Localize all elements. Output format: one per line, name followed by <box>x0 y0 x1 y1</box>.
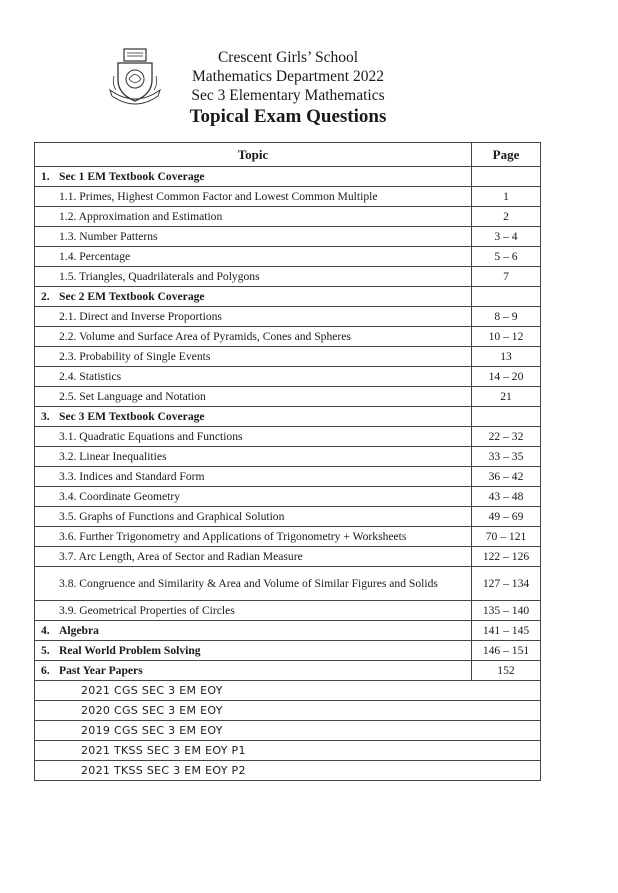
section-topic-cell <box>35 167 472 187</box>
topic-cell <box>35 187 472 207</box>
section-page-cell: 152 <box>472 661 541 681</box>
topic-cell <box>35 547 472 567</box>
topic-row <box>35 307 541 327</box>
topic-cell <box>35 327 472 347</box>
paper-row <box>35 721 541 741</box>
paper-cell: 2021 TKSS SEC 3 EM EOY P1 <box>35 741 541 761</box>
title-block <box>150 48 426 129</box>
section-title: Sec 3 EM Textbook Coverage <box>59 409 205 423</box>
page-column-header: Page <box>472 143 541 167</box>
section-topic-cell <box>35 641 472 661</box>
topic-row <box>35 547 541 567</box>
section-title: Algebra <box>59 623 99 637</box>
topic-page-cell: 14 – 20 <box>472 367 541 387</box>
topic-cell <box>35 601 472 621</box>
topic-label: 1.5. Triangles, Quadrilaterals and Polygons <box>59 269 260 283</box>
topic-page-cell: 36 – 42 <box>472 467 541 487</box>
topic-page-cell: 122 – 126 <box>472 547 541 567</box>
topic-row <box>35 567 541 601</box>
topic-row <box>35 387 541 407</box>
section-topic-cell <box>35 407 472 427</box>
school-name: Crescent Girls’ School <box>217 49 359 66</box>
topic-cell <box>35 347 472 367</box>
topic-cell <box>35 467 472 487</box>
topic-row <box>35 207 541 227</box>
topic-row <box>35 487 541 507</box>
section-row <box>35 167 541 187</box>
paper-row <box>35 741 541 761</box>
topic-page-cell: 13 <box>472 347 541 367</box>
section-row <box>35 621 541 641</box>
section-title: Past Year Papers <box>59 663 143 677</box>
topic-row <box>35 227 541 247</box>
topic-cell <box>35 367 472 387</box>
topic-row <box>35 347 541 367</box>
department-name: Mathematics Department 2022 <box>192 68 384 85</box>
topic-row <box>35 601 541 621</box>
section-topic-cell <box>35 621 472 641</box>
topic-label: 2.2. Volume and Surface Area of Pyramids, Cones and Spheres <box>59 329 351 343</box>
paper-row <box>35 701 541 721</box>
topic-row <box>35 327 541 347</box>
topic-cell <box>35 527 472 547</box>
paper-cell: 2020 CGS SEC 3 EM EOY <box>35 701 541 721</box>
section-page-cell <box>472 407 541 427</box>
topic-label: 3.4. Coordinate Geometry <box>59 489 181 503</box>
topic-row <box>35 447 541 467</box>
topic-page-cell: 127 – 134 <box>472 567 541 601</box>
topic-cell <box>35 227 472 247</box>
section-number: 6. <box>41 663 50 677</box>
topic-page-cell: 22 – 32 <box>472 427 541 447</box>
topic-label: 1.1. Primes, Highest Common Factor and Lowest Common Multiple <box>59 189 378 203</box>
topic-label: 1.2. Approximation and Estimation <box>59 209 223 223</box>
topic-row <box>35 467 541 487</box>
topic-row <box>35 527 541 547</box>
topic-cell <box>35 447 472 467</box>
topic-row <box>35 267 541 287</box>
topic-row <box>35 427 541 447</box>
section-number: 3. <box>41 409 50 423</box>
topic-cell <box>35 507 472 527</box>
topic-cell <box>35 427 472 447</box>
document-title: Topical Exam Questions <box>189 106 387 127</box>
topic-label: 1.3. Number Patterns <box>59 229 158 243</box>
topic-page-cell: 8 – 9 <box>472 307 541 327</box>
topic-page-cell: 10 – 12 <box>472 327 541 347</box>
paper-row <box>35 681 541 701</box>
topic-cell <box>35 387 472 407</box>
topic-label: 2.3. Probability of Single Events <box>59 349 211 363</box>
section-page-cell: 141 – 145 <box>472 621 541 641</box>
topic-cell <box>35 267 472 287</box>
topic-label: 2.1. Direct and Inverse Proportions <box>59 309 222 323</box>
topic-label: 2.5. Set Language and Notation <box>59 389 206 403</box>
topic-label: 3.1. Quadratic Equations and Functions <box>59 429 243 443</box>
section-row <box>35 407 541 427</box>
topic-label: 1.4. Percentage <box>59 249 131 263</box>
topic-page-cell: 2 <box>472 207 541 227</box>
contents-body <box>35 167 541 781</box>
topic-label: 3.9. Geometrical Properties of Circles <box>59 603 235 617</box>
topic-row <box>35 247 541 267</box>
topic-label: 3.7. Arc Length, Area of Sector and Radian Measure <box>59 549 303 563</box>
paper-cell: 2019 CGS SEC 3 EM EOY <box>35 721 541 741</box>
topic-page-cell: 43 – 48 <box>472 487 541 507</box>
topic-page-cell: 135 – 140 <box>472 601 541 621</box>
section-number: 1. <box>41 169 50 183</box>
topic-page-cell: 5 – 6 <box>472 247 541 267</box>
section-row <box>35 287 541 307</box>
paper-cell: 2021 TKSS SEC 3 EM EOY P2 <box>35 761 541 781</box>
section-topic-cell <box>35 661 472 681</box>
topic-label: 2.4. Statistics <box>59 369 122 383</box>
section-number: 5. <box>41 643 50 657</box>
section-title: Sec 2 EM Textbook Coverage <box>59 289 205 303</box>
topic-label: 3.3. Indices and Standard Form <box>59 469 205 483</box>
topic-page-cell: 49 – 69 <box>472 507 541 527</box>
topic-cell <box>35 307 472 327</box>
table-header-row <box>35 143 541 167</box>
section-row <box>35 641 541 661</box>
topic-label: 3.6. Further Trigonometry and Applications of Trigonometry + Worksheets <box>59 529 407 543</box>
topic-label: 3.8. Congruence and Similarity & Area and Volume of Similar Figures and Solids <box>59 576 438 590</box>
topic-label: 3.2. Linear Inequalities <box>59 449 167 463</box>
contents-table <box>34 142 541 781</box>
topic-page-cell: 33 – 35 <box>472 447 541 467</box>
topic-row <box>35 187 541 207</box>
topic-cell <box>35 207 472 227</box>
topic-cell <box>35 567 472 601</box>
paper-cell: 2021 CGS SEC 3 EM EOY <box>35 681 541 701</box>
section-title: Real World Problem Solving <box>59 643 201 657</box>
section-page-cell <box>472 287 541 307</box>
section-topic-cell <box>35 287 472 307</box>
section-row <box>35 661 541 681</box>
topic-label: 3.5. Graphs of Functions and Graphical Solution <box>59 509 285 523</box>
topic-page-cell: 21 <box>472 387 541 407</box>
topic-column-header: Topic <box>35 143 472 167</box>
section-page-cell <box>472 167 541 187</box>
topic-row <box>35 367 541 387</box>
topic-cell <box>35 247 472 267</box>
topic-cell <box>35 487 472 507</box>
topic-page-cell: 3 – 4 <box>472 227 541 247</box>
section-number: 4. <box>41 623 50 637</box>
document-header <box>0 0 618 140</box>
section-page-cell: 146 – 151 <box>472 641 541 661</box>
topic-row <box>35 507 541 527</box>
topic-page-cell: 7 <box>472 267 541 287</box>
section-title: Sec 1 EM Textbook Coverage <box>59 169 205 183</box>
topic-page-cell: 1 <box>472 187 541 207</box>
paper-row <box>35 761 541 781</box>
section-number: 2. <box>41 289 50 303</box>
course-name: Sec 3 Elementary Mathematics <box>191 87 385 104</box>
topic-page-cell: 70 – 121 <box>472 527 541 547</box>
